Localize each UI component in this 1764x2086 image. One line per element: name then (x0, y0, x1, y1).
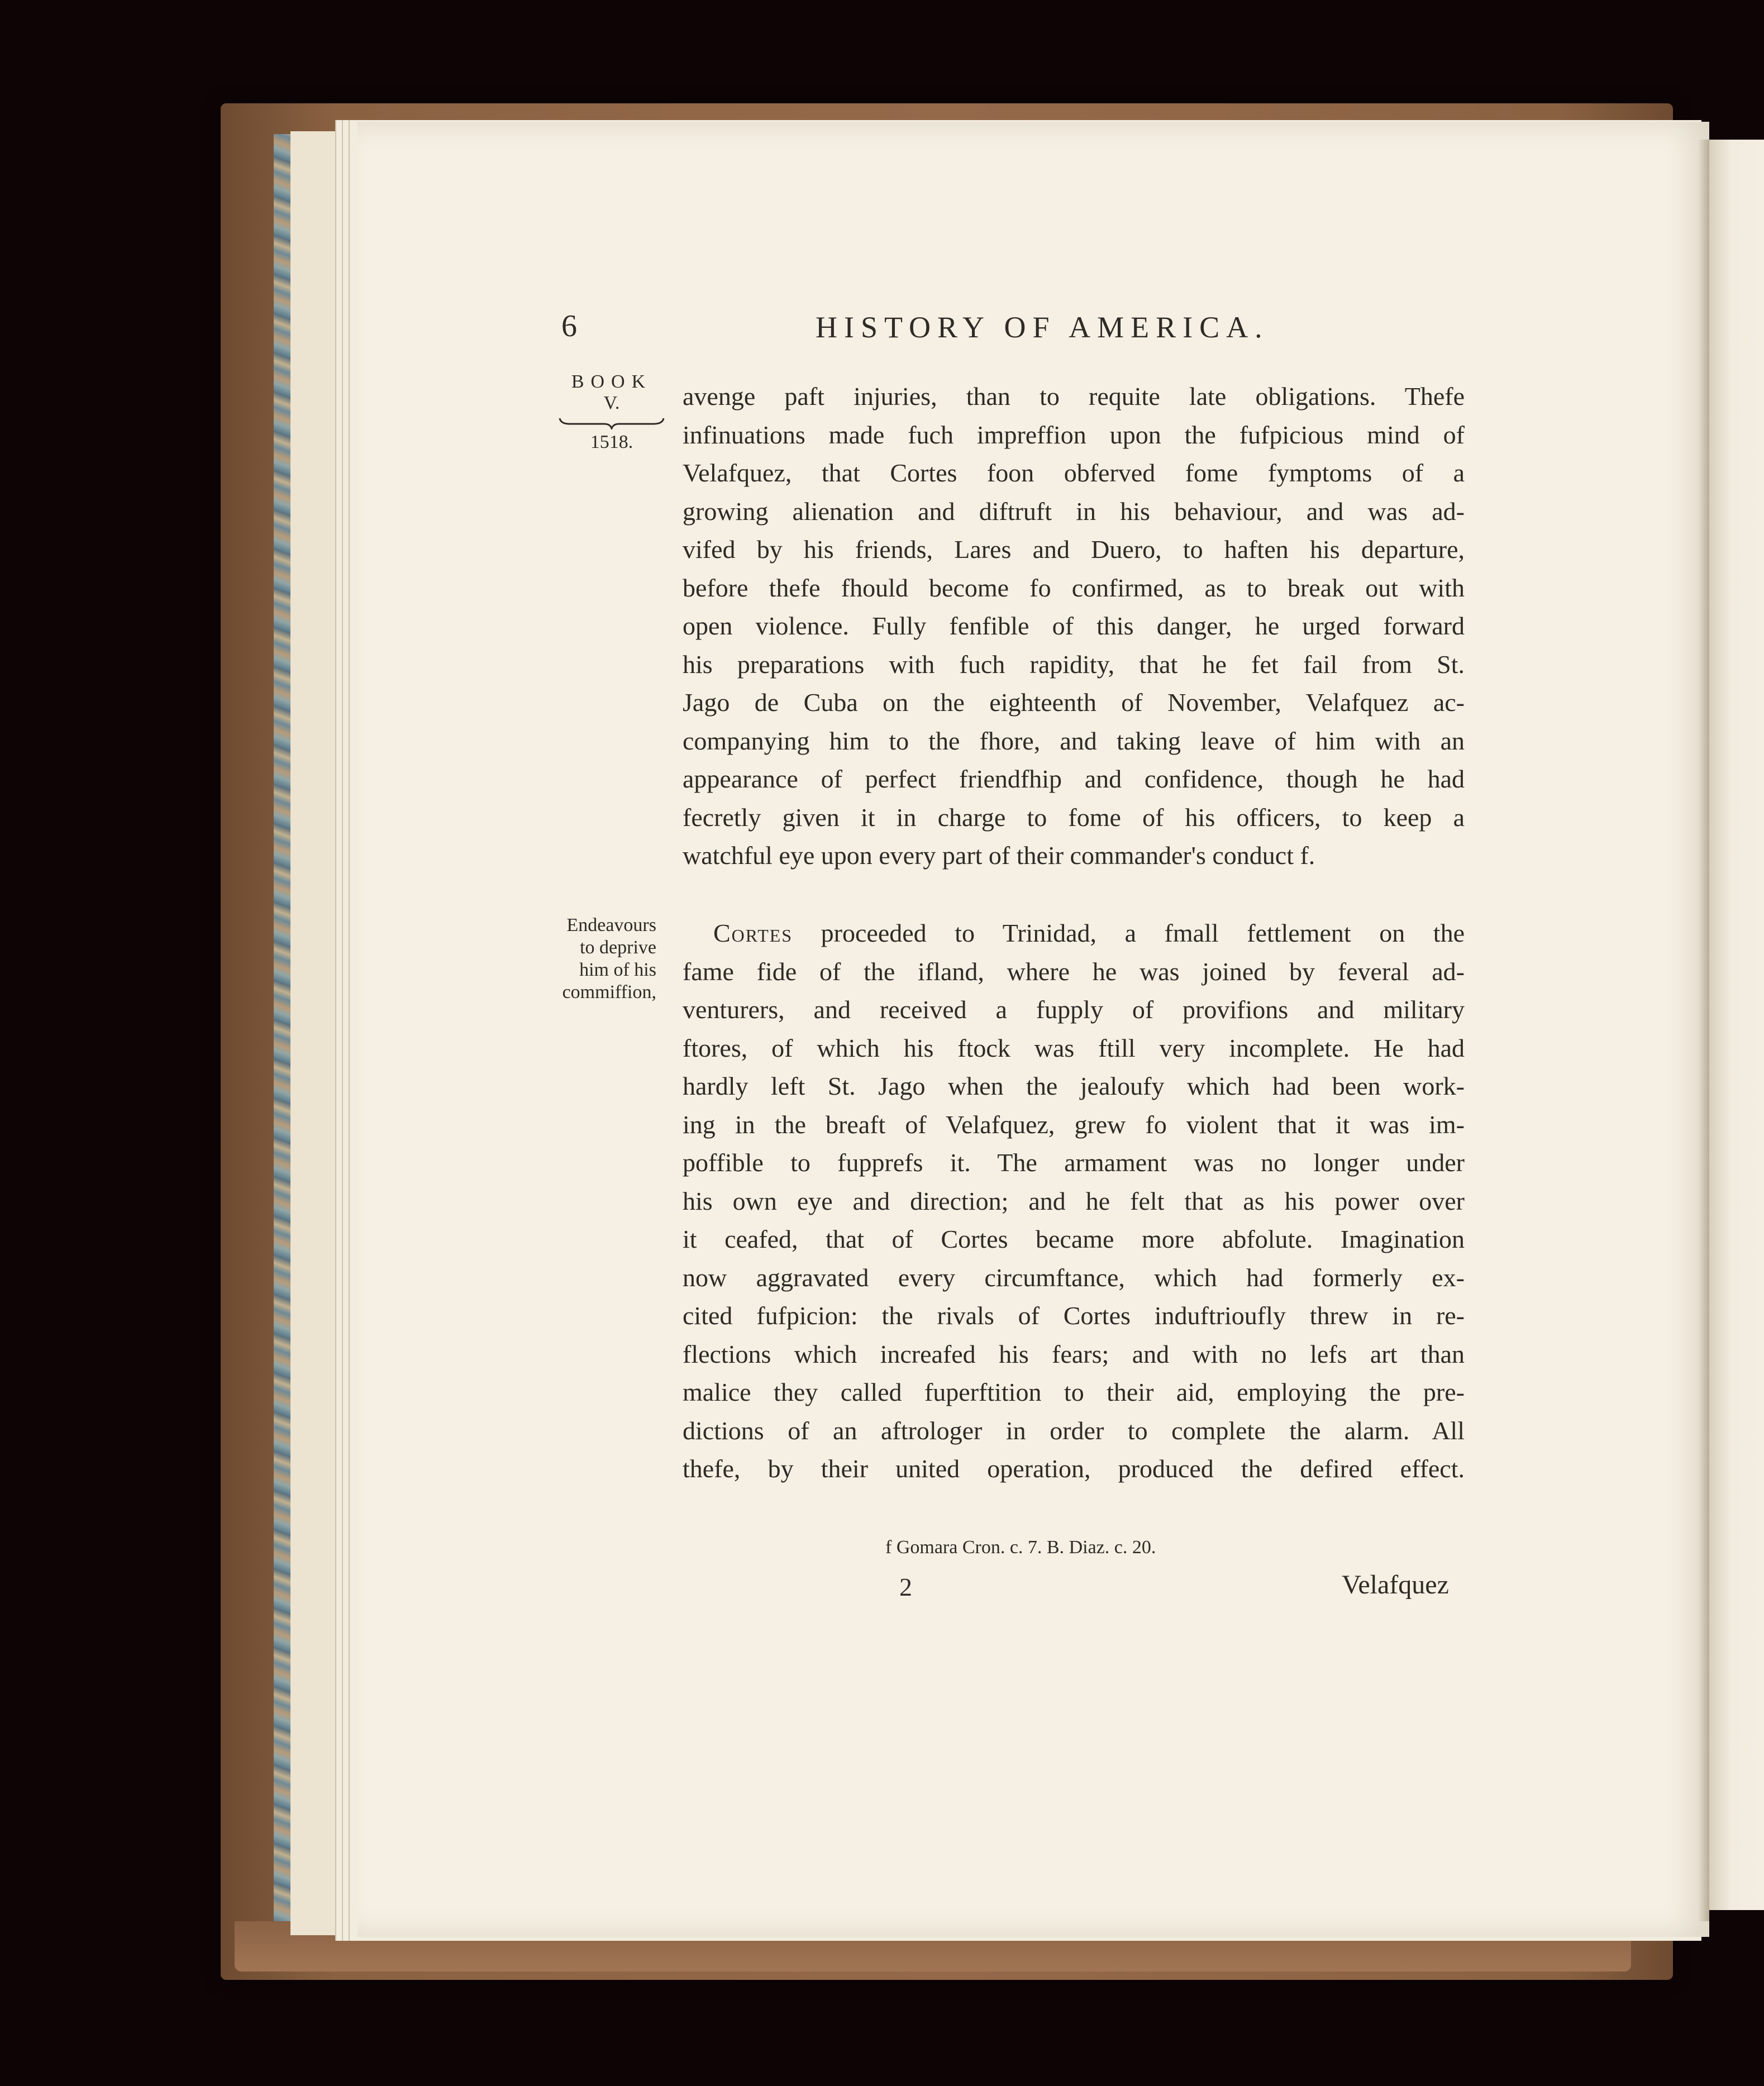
margin-note-line: him of his (579, 960, 656, 980)
text-line: dictions of an aftrologer in order to complete the alarm. All (683, 1416, 1465, 1445)
facing-page-edge (1709, 140, 1764, 1910)
text-line: ftores, of which his ftock was ftill very incomplete. He had (683, 1033, 1465, 1062)
book-number: V. (603, 393, 620, 413)
margin-note-line: commiffion, (562, 982, 656, 1003)
text-line: his preparations with fuch rapidity, that he fet fail from St. (683, 650, 1465, 679)
text-line: infinuations made fuch impreffion upon the fufpicious mind of (683, 420, 1465, 449)
text-line: fame fide of the ifland, where he was joined by feveral ad- (683, 957, 1465, 986)
text-line: open violence. Fully fenfible of this danger, he urged forward (683, 612, 1465, 640)
text-line-first (683, 914, 1465, 953)
text-line: fecretly given it in charge to fome of his officers, to keep a (683, 803, 1465, 832)
page-gutter (1698, 140, 1709, 1921)
text-line: avenge paft injuries, than to requite late obligations. Thefe (683, 382, 1465, 410)
text-line: malice they called fuperftition to their aid, employing the pre- (683, 1378, 1465, 1406)
brace-icon (559, 417, 665, 429)
text-line: flections which increafed his fears; and with no lefs art than (683, 1339, 1465, 1368)
running-head: HISTORY OF AMERICA. (816, 311, 1269, 344)
paragraph-1 (683, 378, 1465, 875)
text-line: appearance of perfect friendfhip and confidence, though he had (683, 765, 1465, 793)
year-label: 1518. (590, 432, 633, 452)
text-line: vifed by his friends, Lares and Duero, to haften his departure, (683, 535, 1465, 564)
text-line: poffible to fupprefs it. The armament was no longer under (683, 1148, 1465, 1177)
footnote: f Gomara Cron. c. 7. B. Diaz. c. 20. (885, 1537, 1156, 1558)
text-line: before thefe fhould become fo confirmed, as to break out with (683, 573, 1465, 602)
first-line-rest: proceeded to Trinidad, a fmall fettlement on the (793, 919, 1465, 947)
text-line: cited fufpicion: the rivals of Cortes induftrioufly threw in re- (683, 1301, 1465, 1330)
text-line: hardly left St. Jago when the jealoufy which had been work- (683, 1072, 1465, 1100)
margin-book-label (559, 371, 665, 453)
text-line: Jago de Cuba on the eighteenth of November, Velafquez ac- (683, 688, 1465, 717)
paragraph-2 (683, 914, 1465, 1488)
text-line: Velafquez, that Cortes foon obferved fome fymptoms of a (683, 459, 1465, 487)
text-line: venturers, and received a fupply of provifions and military (683, 995, 1465, 1024)
margin-note-line: to deprive (580, 937, 656, 958)
text-line: now aggravated every circumftance, which had formerly ex- (683, 1263, 1465, 1292)
margin-note (545, 914, 656, 1004)
text-line: companying him to the fhore, and taking leave of him with an (683, 726, 1465, 755)
text-line: thefe, by their united operation, produced the defired effect. (683, 1454, 1465, 1483)
flyleaf (290, 131, 336, 1935)
margin-note-line: Endeavours (566, 915, 656, 935)
text-line: ing in the breaft of Velafquez, grew fo violent that it was im- (683, 1110, 1465, 1139)
page-number: 6 (561, 309, 577, 343)
drop-word: Cortes (713, 919, 793, 947)
text-line: his own eye and direction; and he felt that as his power over (683, 1186, 1465, 1215)
book-label: BOOK (571, 371, 652, 392)
text-line: watchful eye upon every part of their commander's conduct f. (683, 841, 1315, 870)
signature-mark: 2 (899, 1573, 912, 1601)
text-line: it ceafed, that of Cortes became more abfolute. Imagination (683, 1225, 1465, 1253)
text-line: growing alienation and diftruft in his behaviour, and was ad- (683, 497, 1465, 526)
catchword: Velafquez (1342, 1570, 1449, 1600)
